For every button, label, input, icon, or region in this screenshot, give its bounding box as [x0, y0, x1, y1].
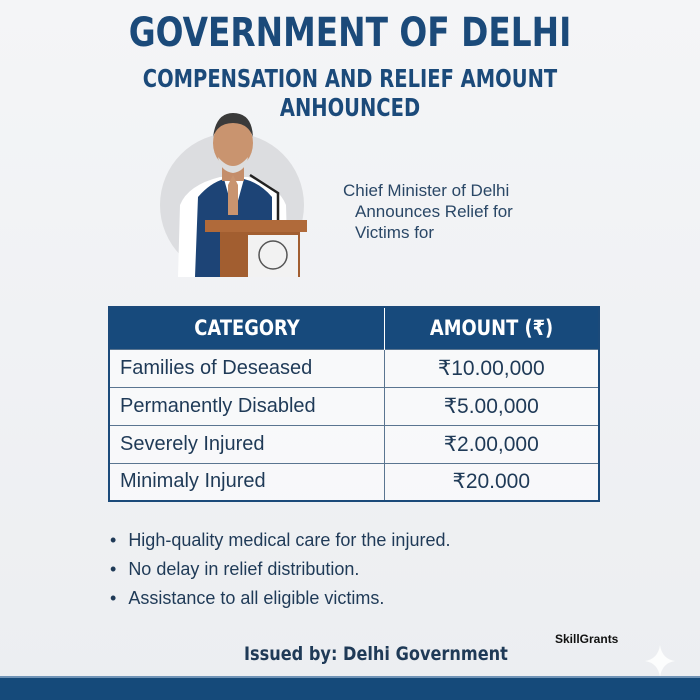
table-header-row: [109, 307, 599, 349]
bullet-item: • High-quality medical care for the injured.: [110, 526, 450, 555]
caption-line: Announces Relief for: [355, 202, 513, 221]
table-row: [109, 463, 599, 501]
brand-watermark: SkillGrants: [555, 632, 619, 646]
table-row: [109, 349, 599, 387]
table-row: [109, 387, 599, 425]
caption-line: Victims for: [355, 223, 435, 242]
caption-line: Chief Minister of Delhi: [343, 181, 510, 200]
main-title: GOVERNMENT OF DELHI: [128, 10, 572, 56]
caption: [343, 180, 513, 243]
table-row: [109, 425, 599, 463]
category-cell: Severely Injured: [109, 425, 384, 463]
amount-cell: ₹2.00,000: [384, 425, 599, 463]
compensation-table: [108, 306, 600, 502]
header-amount: AMOUNT (₹): [384, 307, 599, 349]
amount-cell: ₹10.00,000: [384, 349, 599, 387]
bullet-item: • No delay in relief distribution.: [110, 555, 450, 584]
issued-by: Issued by: Delhi Government: [244, 643, 508, 665]
header-category: CATEGORY: [109, 307, 384, 349]
bullet-list: [110, 526, 450, 613]
bullet-item: • Assistance to all eligible victims.: [110, 584, 450, 613]
category-cell: Families of Deseased: [109, 349, 384, 387]
amount-cell: ₹20.000: [384, 463, 599, 501]
amount-cell: ₹5.00,000: [384, 387, 599, 425]
category-cell: Minimaly Injured: [109, 463, 384, 501]
category-cell: Permanently Disabled: [109, 387, 384, 425]
footer-bar: [0, 676, 700, 700]
sparkle-icon: [645, 645, 675, 677]
subtitle: COMPENSATION AND RELIEF AMOUNT ANHOUNCED: [142, 64, 558, 122]
minister-illustration: [160, 105, 320, 277]
